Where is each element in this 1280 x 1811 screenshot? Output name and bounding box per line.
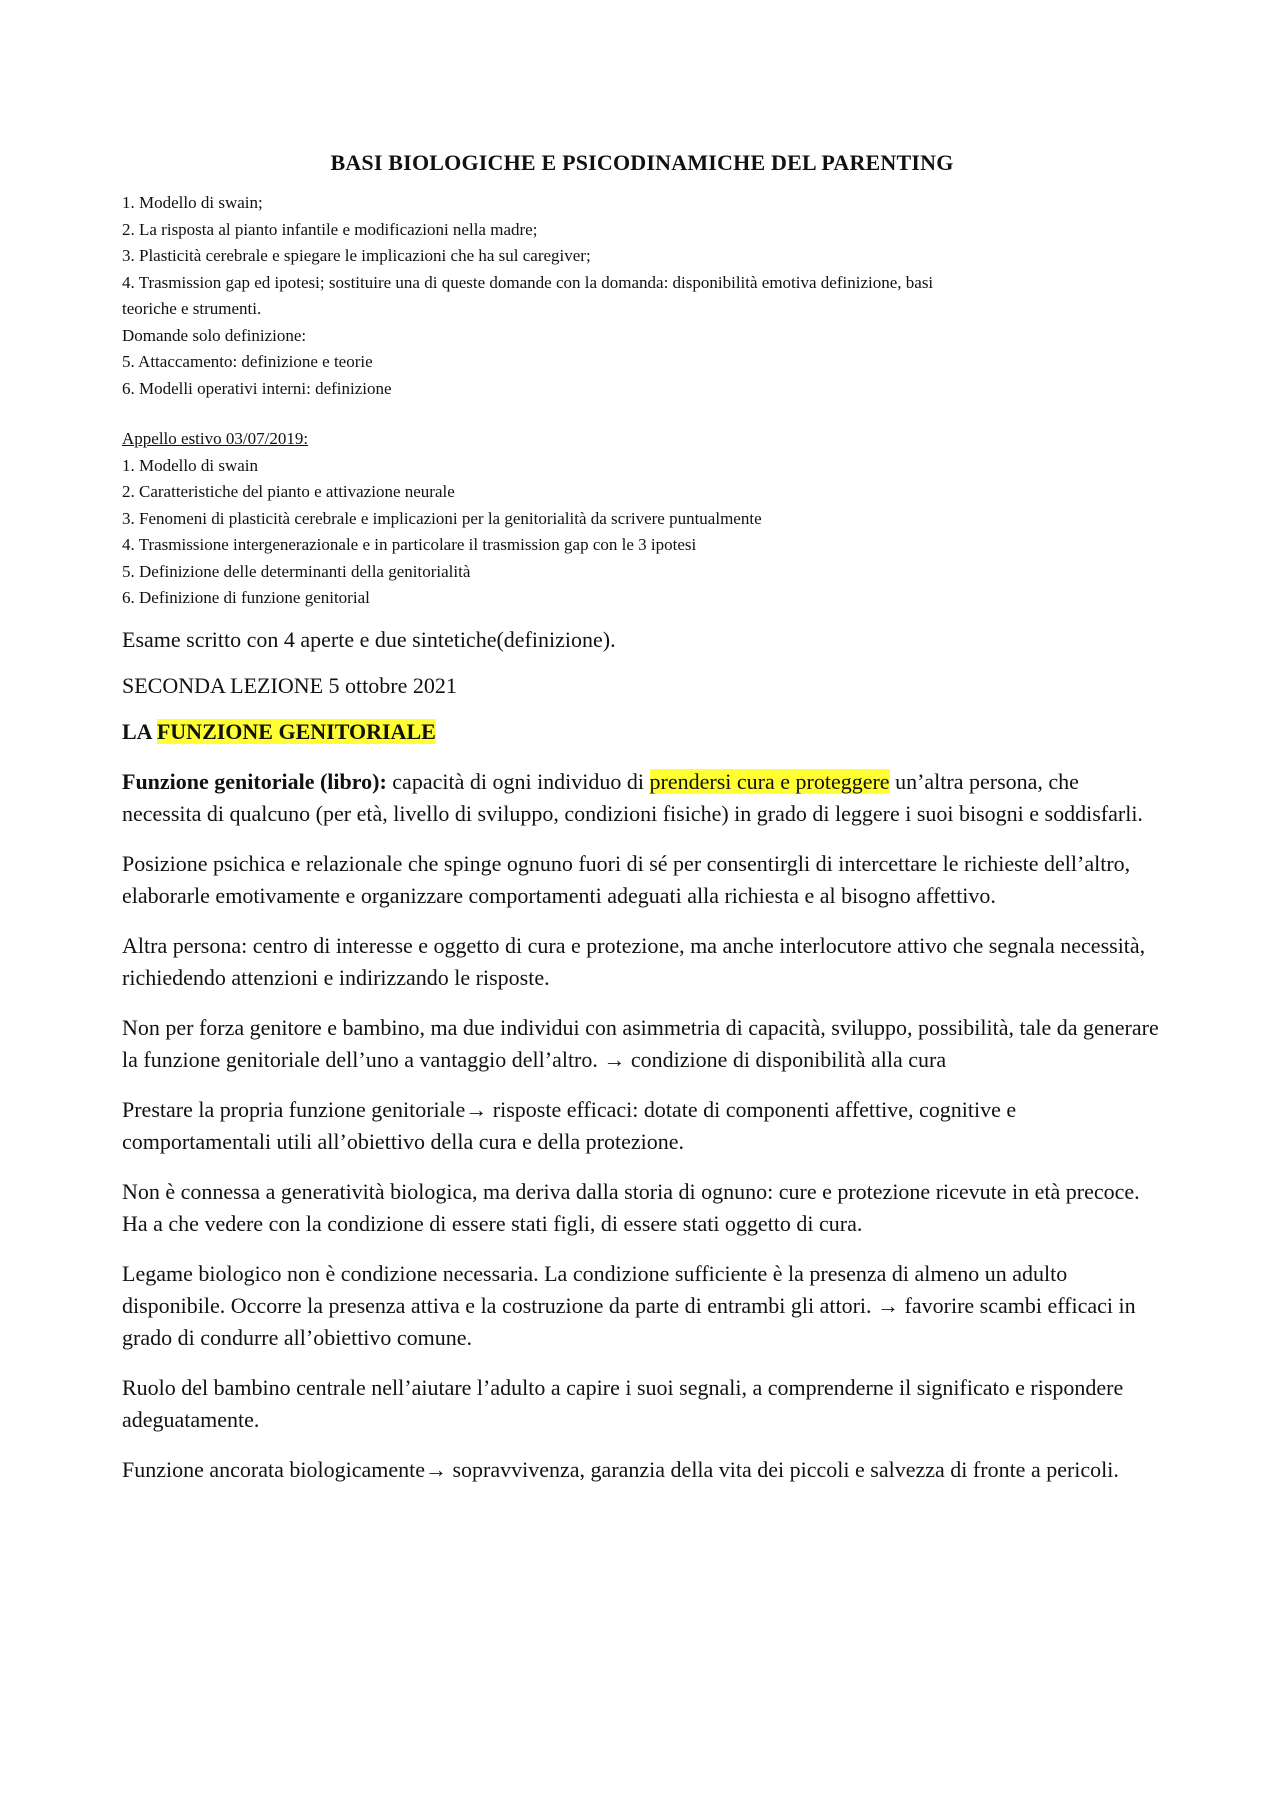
appello-item: 3. Fenomeni di plasticità cerebrale e implicazioni per la genitorialità da scrivere puntualmente	[122, 508, 762, 528]
definition-text: un’altra persona, che necessita di qualcuno (per età, livello di sviluppo, condizioni fisiche) in grado di leggere i suoi bisogni e soddisfarli.	[122, 768, 1143, 826]
appello-item: 2. Caratteristiche del pianto e attivazione neurale	[122, 482, 455, 501]
section-heading	[122, 716, 1162, 748]
body-paragraph: Legame biologico non è condizione necessaria. La condizione sufficiente è la presenza di almeno un adulto disponibile. Occorre la presenza attiva e la costruzione da parte di entrambi gli attori. → favorire scambi efficaci in grado di condurre all’obiettivo comune.	[122, 1260, 1136, 1350]
question-item: 5. Attaccamento: definizione e teorie	[122, 352, 373, 371]
appello-list	[122, 426, 1162, 612]
document-page	[122, 150, 1162, 1486]
lesson-date: SECONDA LEZIONE 5 ottobre 2021	[122, 672, 457, 698]
section-heading-prefix: LA	[122, 718, 157, 744]
question-item: 2. La risposta al pianto infantile e modificazioni nella madre;	[122, 219, 538, 239]
exam-note: Esame scritto con 4 aperte e due sintetiche(definizione).	[122, 626, 616, 652]
definition-text: capacità di ogni individuo di	[386, 768, 650, 794]
section-heading-highlight: FUNZIONE GENITORIALE	[156, 718, 436, 744]
appello-item: 1. Modello di swain	[122, 455, 258, 475]
appello-item: 6. Definizione di funzione genitorial	[122, 588, 370, 607]
appello-item: 5. Definizione delle determinanti della genitorialità	[122, 561, 471, 581]
definition-highlight: prendersi cura e proteggere	[649, 768, 890, 794]
definition-paragraph	[122, 766, 1162, 830]
body-paragraph: Prestare la propria funzione genitoriale→ risposte efficaci: dotate di componenti affettive, cognitive e comportamentali utili all’obiettivo della cura e della protezione.	[122, 1096, 1017, 1154]
body-paragraph: Posizione psichica e relazionale che spinge ognuno fuori di sé per consentirgli di intercettare le richieste dell’altro, elaborarle emotivamente e organizzare comportamenti adeguati alla richiesta e al bisogno affettivo.	[122, 850, 1131, 908]
question-item: 6. Modelli operativi interni: definizione	[122, 378, 392, 398]
body-paragraph: Non per forza genitore e bambino, ma due individui con asimmetria di capacità, sviluppo, possibilità, tale da generare la funzione genitoriale dell’uno a vantaggio dell’altro. → condizione di disponibilità alla cura	[122, 1014, 1159, 1072]
appello-item: 4. Trasmissione intergenerazionale e in particolare il trasmission gap con le 3 ipotesi	[122, 535, 697, 554]
question-item: 3. Plasticità cerebrale e spiegare le implicazioni che ha sul caregiver;	[122, 246, 591, 265]
question-item: teoriche e strumenti.	[122, 299, 262, 318]
question-item: 4. Trasmission gap ed ipotesi; sostituire una di queste domande con la domanda: disponibilità emotiva definizione, basi	[122, 272, 934, 292]
body-paragraph: Ruolo del bambino centrale nell’aiutare l’adulto a capire i suoi segnali, a comprenderne il significato e rispondere adeguatamente.	[122, 1374, 1124, 1432]
question-item: 1. Modello di swain;	[122, 193, 263, 212]
document-title: BASI BIOLOGICHE E PSICODINAMICHE DEL PARENTING	[330, 150, 954, 175]
body-paragraph: Non è connessa a generatività biologica, ma deriva dalla storia di ognuno: cure e protezione ricevute in età precoce. Ha a che vedere con la condizione di essere stati figli, di essere stati oggetto di cura.	[122, 1178, 1140, 1236]
question-subheading: Domande solo definizione:	[122, 325, 307, 345]
body-paragraph: Funzione ancorata biologicamente→ sopravvivenza, garanzia della vita dei piccoli e salvezza di fronte a pericoli.	[122, 1456, 1119, 1482]
question-list	[122, 190, 1162, 402]
appello-heading: Appello estivo 03/07/2019:	[122, 429, 309, 448]
body-paragraph: Altra persona: centro di interesse e oggetto di cura e protezione, ma anche interlocutore attivo che segnala necessità, richiedendo attenzioni e indirizzando le risposte.	[122, 932, 1146, 990]
definition-term: Funzione genitoriale (libro):	[122, 768, 387, 794]
